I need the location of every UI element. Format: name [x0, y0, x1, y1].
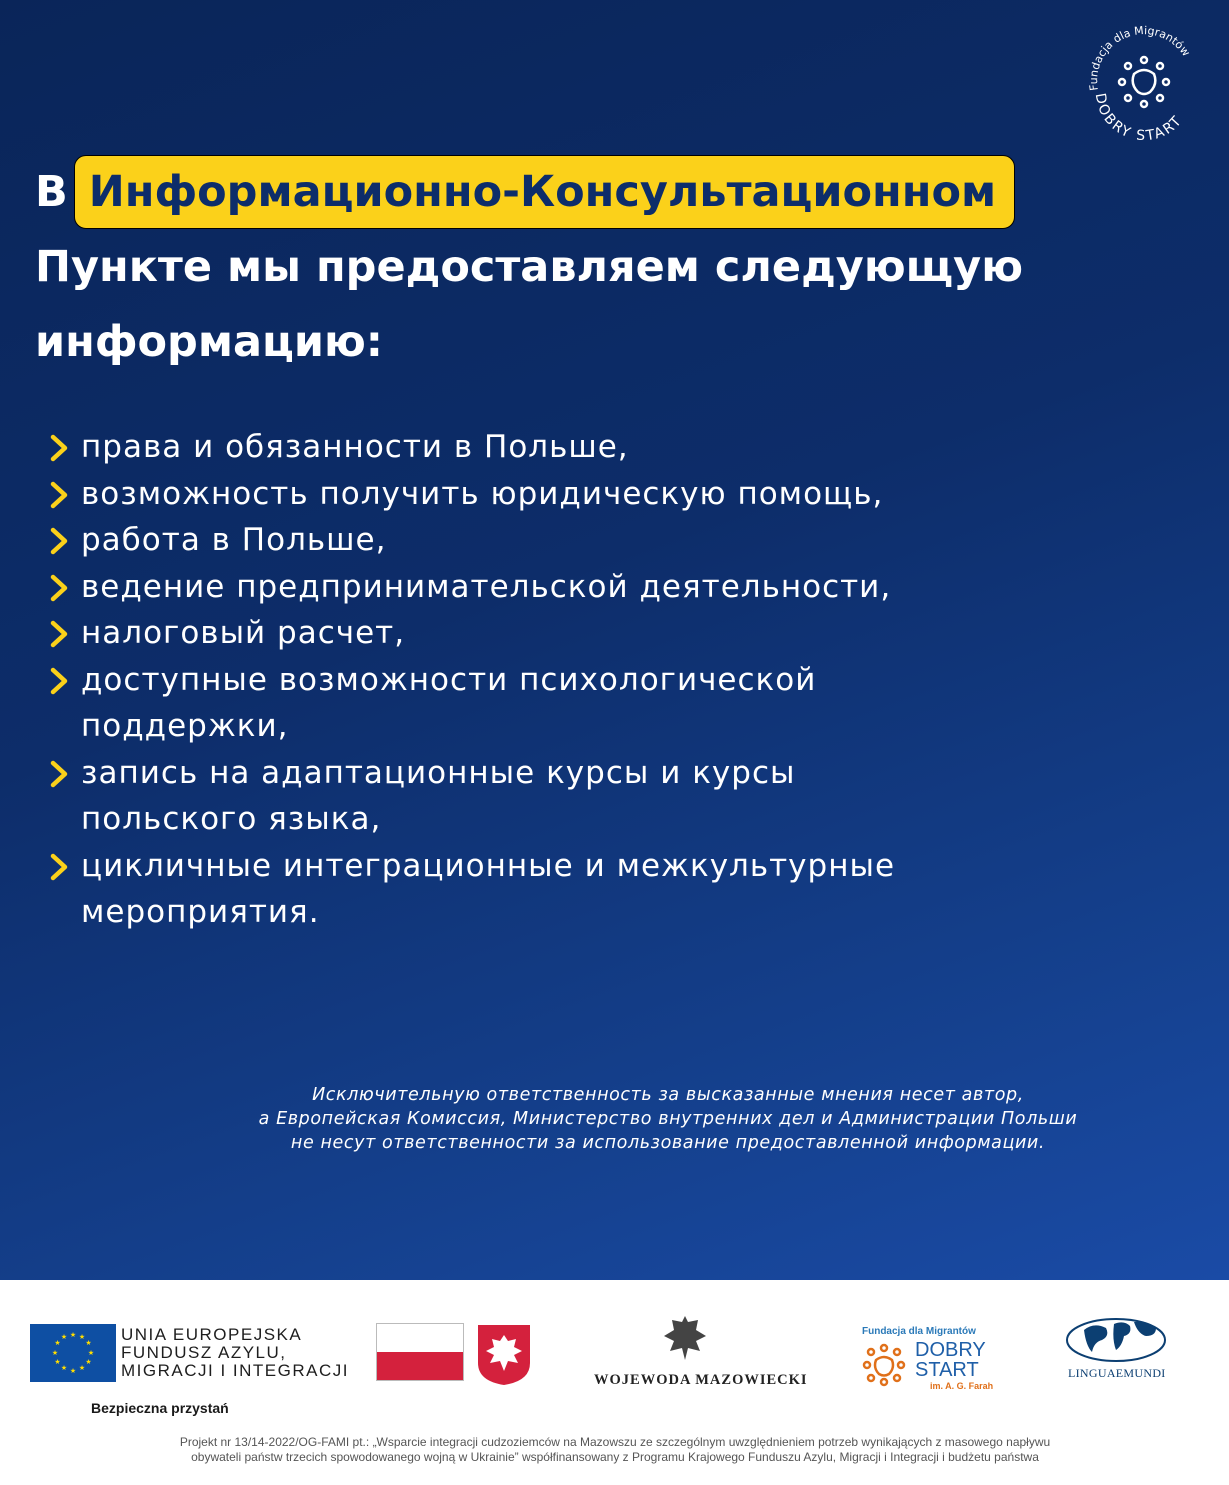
svg-text:★: ★ — [54, 1339, 61, 1347]
safe-haven-label: Bezpieczna przystań — [91, 1400, 229, 1416]
list-item-text: работа в Польше, — [81, 522, 387, 558]
list-item — [45, 564, 1045, 611]
svg-text:★: ★ — [54, 1358, 61, 1366]
list-item — [45, 750, 1045, 843]
disclaimer-line-3: не несут ответственности за использование предоставленной информации. — [290, 1133, 1046, 1153]
list-item-text: запись на адаптационные курсы и курсы — [81, 754, 796, 791]
poland-emblem-icon — [476, 1323, 532, 1387]
list-item-text: возможность получить юридическую помощь, — [81, 475, 884, 512]
list-item — [45, 843, 1045, 936]
chevron-right-icon — [47, 759, 71, 789]
lingua-mundi-label: LINGUAEMUNDI — [1068, 1366, 1166, 1380]
list-item — [45, 424, 1045, 471]
chevron-right-icon — [47, 666, 71, 696]
eu-flag-icon — [30, 1324, 116, 1382]
list-item-text: цикличные интеграционные и межкультурные — [81, 847, 896, 884]
chevron-right-icon — [47, 526, 71, 556]
dobry-start-logo — [1080, 18, 1208, 146]
info-list — [45, 424, 1045, 936]
headline-line-3: информацию: — [35, 317, 383, 367]
project-note — [120, 1435, 1110, 1465]
headline-line-2: Пункте мы предоставляем следующую — [35, 242, 1023, 292]
svg-text:★: ★ — [60, 1364, 68, 1372]
chevron-right-icon — [47, 433, 71, 463]
chevron-right-icon — [47, 619, 71, 649]
list-item-text: ведение предпринимательской деятельности, — [81, 568, 892, 605]
lingua-mundi-globe-icon — [1064, 1312, 1168, 1364]
disclaimer — [100, 1083, 1229, 1155]
eu-fund-line-3: MIGRACJI I INTEGRACJI — [121, 1361, 349, 1380]
chevron-right-icon — [47, 852, 71, 882]
list-item-text: права и обязанности в Польше, — [81, 429, 629, 465]
list-item — [45, 657, 1045, 750]
svg-text:★: ★ — [69, 1331, 77, 1339]
svg-text:★: ★ — [51, 1349, 59, 1357]
headline-highlight: Информационно-Консультационном — [74, 155, 1015, 229]
project-note-line-2: obywateli państw trzecich spowodowanego wojną w Ukrainie” współfinansowany z Programu Krajowego Funduszu Azylu, Migracji i Integracji i budżetu państwa — [191, 1450, 1039, 1464]
svg-text:Fundacja dla Migrantów: Fundacja dla Migrantów — [1087, 23, 1193, 92]
svg-text:★: ★ — [69, 1367, 77, 1375]
sponsor-footer — [0, 1280, 1229, 1485]
headline-prefix: В — [35, 167, 68, 217]
svg-text:★: ★ — [78, 1333, 86, 1341]
svg-text:★: ★ — [78, 1364, 86, 1372]
disclaimer-line-1: Исключительную ответственность за высказанные мнения несет автор, — [312, 1085, 1024, 1105]
svg-text:★: ★ — [85, 1358, 92, 1366]
disclaimer-line-2: а Европейская Комиссия, Министерство внутренних дел и Администрации Польши — [258, 1109, 1078, 1129]
list-item — [45, 471, 1045, 518]
chevron-right-icon — [47, 480, 71, 510]
headline — [35, 155, 1185, 380]
list-item-text: доступные возможности психологической — [81, 661, 817, 698]
eu-fund-line-2: FUNDUSZ AZYLU, — [121, 1343, 287, 1362]
list-item-text-cont: польского языка, — [81, 801, 382, 837]
list-item-text-cont: мероприятия. — [81, 894, 320, 930]
list-item-text-cont: поддержки, — [81, 708, 289, 744]
eu-fund-label — [121, 1326, 349, 1380]
eu-fund-line-1: UNIA EUROPEJSKA — [121, 1325, 303, 1344]
wojewoda-eagle-icon — [660, 1312, 710, 1370]
dobry-start-small-label: Fundacja dla Migrantów — [862, 1326, 976, 1337]
dobry-start-line-1: DOBRY — [915, 1339, 986, 1361]
svg-text:★: ★ — [85, 1339, 92, 1347]
poland-flag-icon — [376, 1323, 464, 1381]
project-note-line-1: Projekt nr 13/14-2022/OG-FAMI pt.: „Wsparcie integracji cudzoziemców na Mazowszu ze szczególnym uwzględnieniem potrzeb wynikających z masowego napływu — [179, 1435, 1051, 1449]
dobry-start-icon — [860, 1340, 908, 1388]
list-item-text: налоговый расчет, — [81, 615, 406, 651]
wojewoda-label: WOJEWODA MAZOWIECKI — [594, 1372, 808, 1388]
headline-line-1 — [35, 155, 1185, 230]
dobry-start-sub: im. A. G. Farah — [930, 1381, 994, 1391]
dobry-start-line-2: START — [915, 1359, 979, 1381]
svg-text:★: ★ — [60, 1333, 68, 1341]
list-item — [45, 610, 1045, 657]
list-item — [45, 517, 1045, 564]
svg-text:DOBRY START: DOBRY START — [1091, 91, 1187, 145]
chevron-right-icon — [47, 573, 71, 603]
svg-text:★: ★ — [87, 1349, 95, 1357]
dobry-start-name — [915, 1340, 986, 1380]
